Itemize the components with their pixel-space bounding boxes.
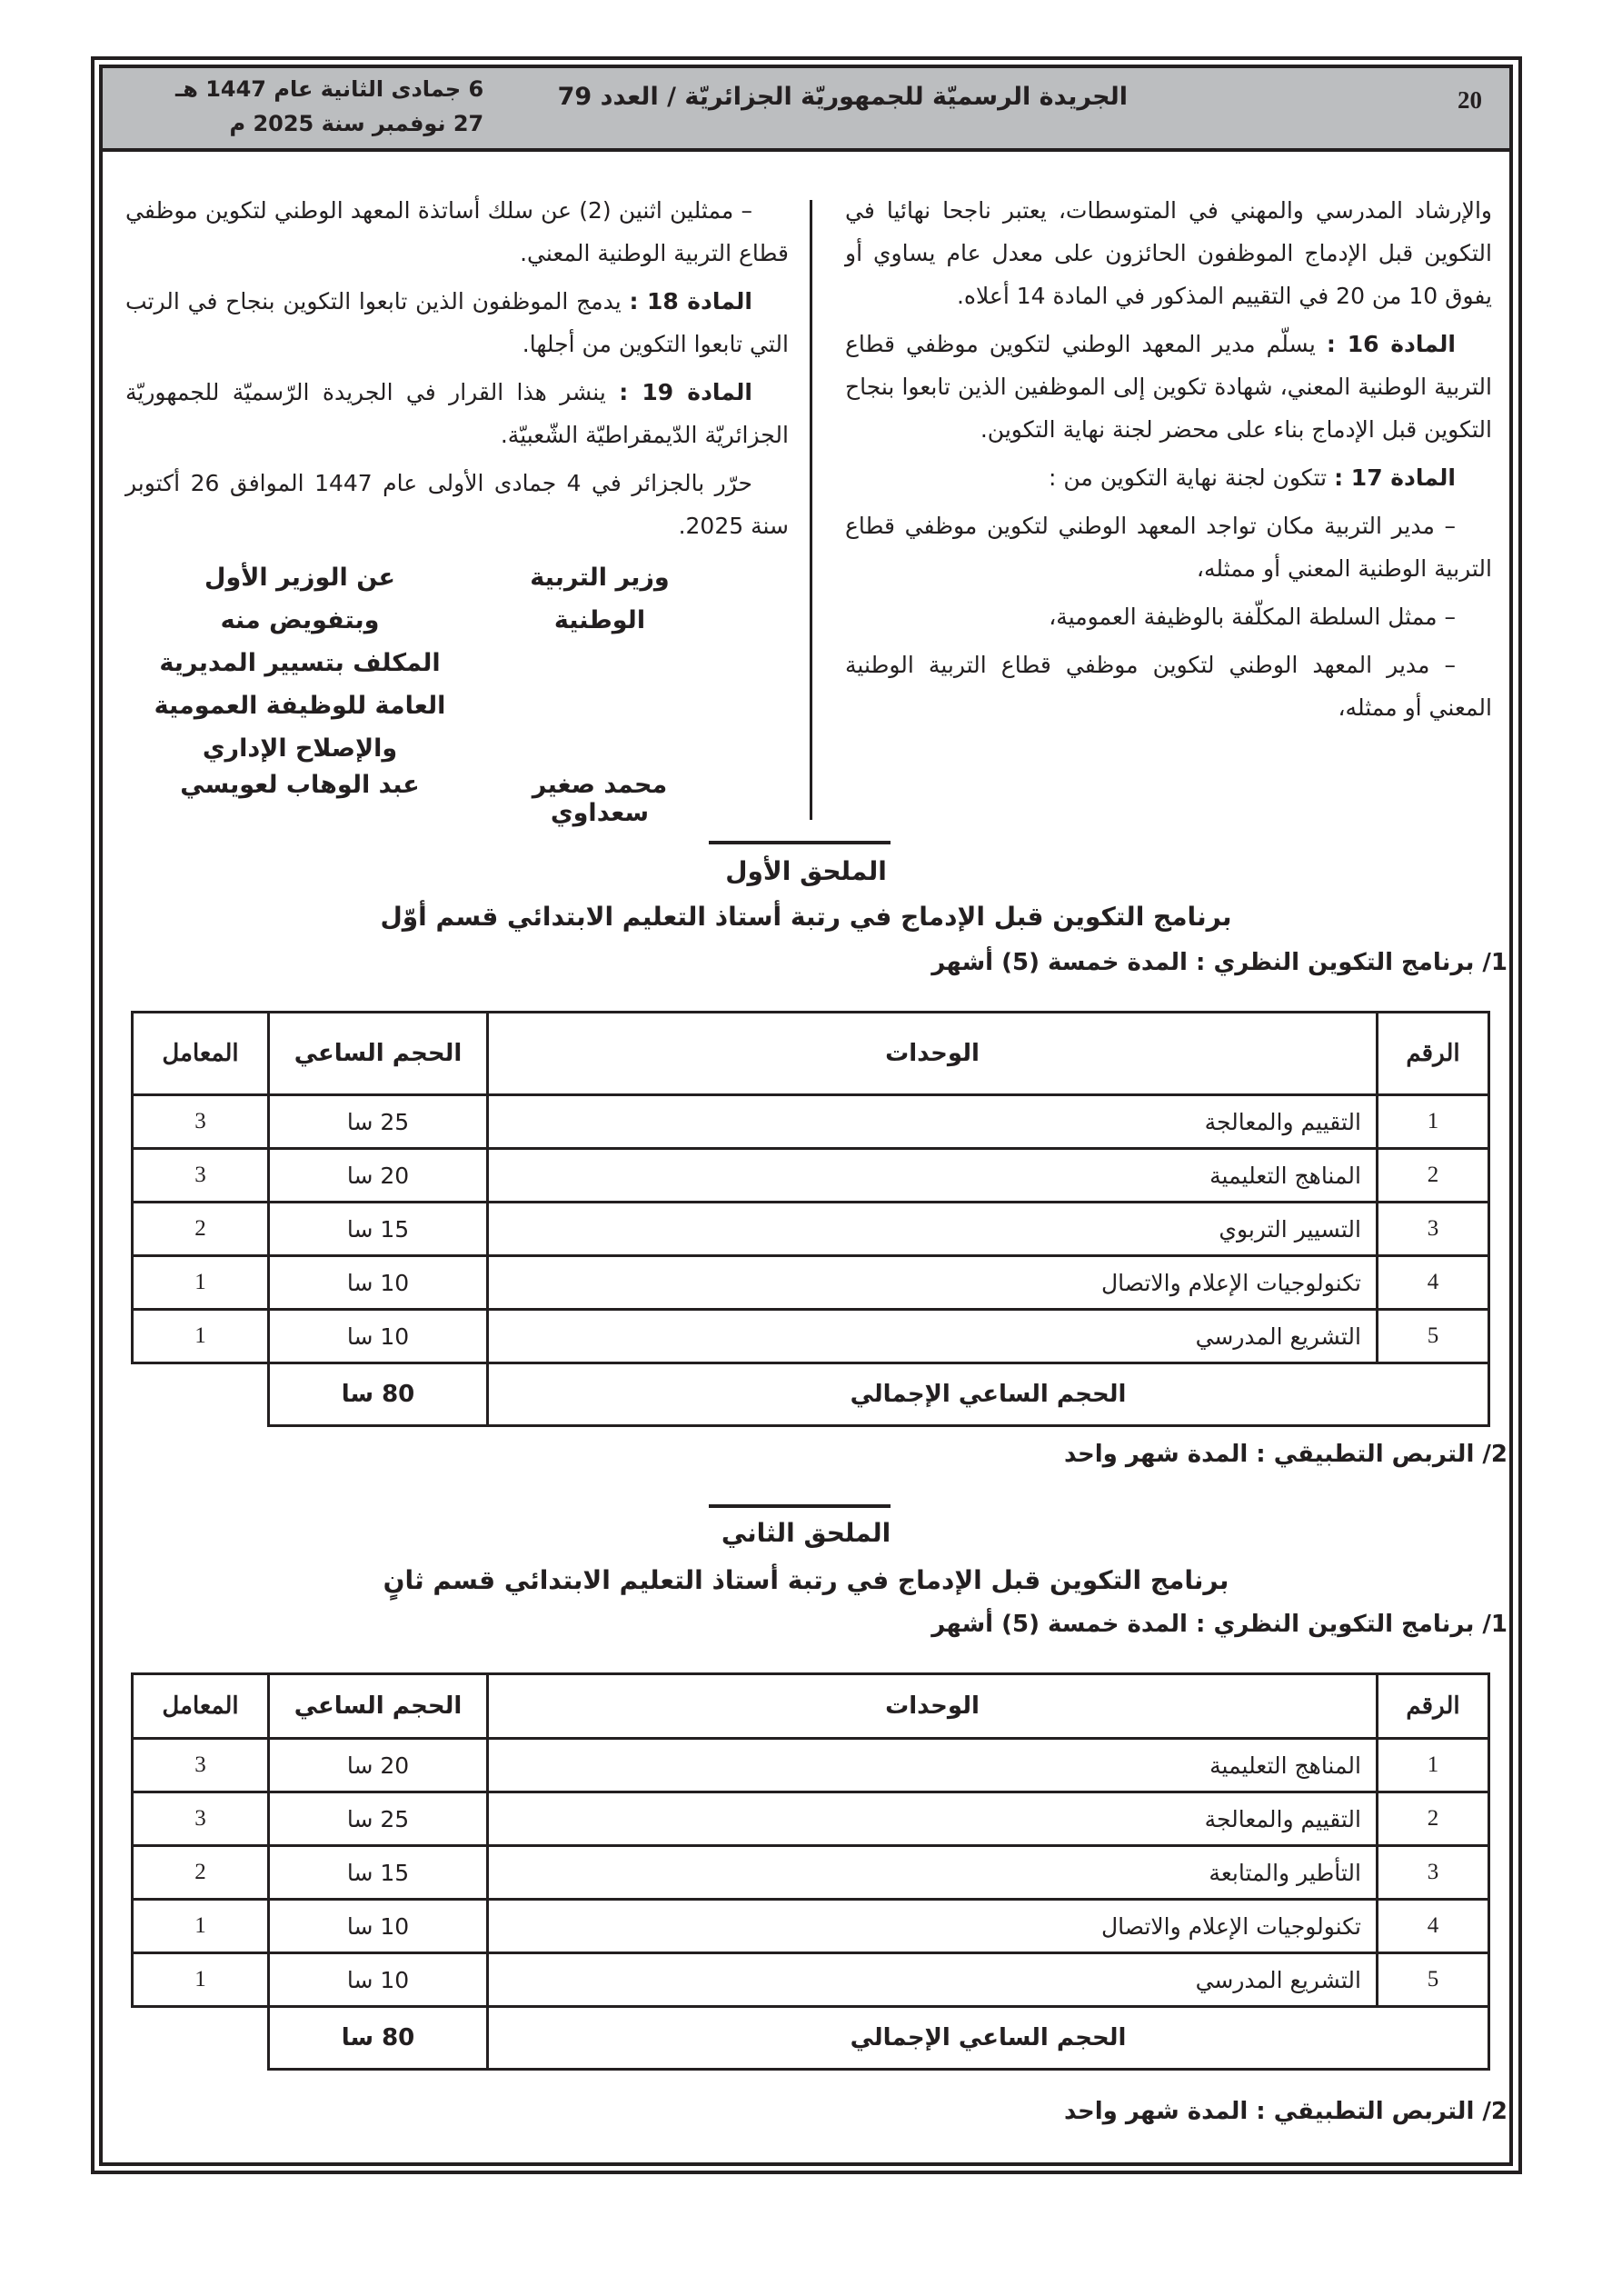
table-row — [133, 1846, 1489, 1900]
cell-num: 3 — [1378, 1203, 1489, 1256]
empty-cell — [133, 1363, 269, 1426]
cell-coef: 1 — [133, 1310, 269, 1363]
signature-line: الوطنية — [553, 606, 646, 634]
table-row — [133, 1900, 1489, 1953]
table-row — [133, 1792, 1489, 1846]
col-header-module: الوحدات — [488, 1013, 1378, 1095]
total-label: الحجم الساعي الإجمالي — [488, 2007, 1489, 2070]
table-header-row — [133, 1013, 1489, 1095]
table-row — [133, 1310, 1489, 1363]
cell-module: التقييم والمعالجة — [488, 1792, 1378, 1846]
cell-hours: 25 سا — [269, 1095, 488, 1149]
cell-hours: 10 سا — [269, 1900, 488, 1953]
pm-delegate-name: عبد الوهاب لعويسي — [180, 771, 420, 799]
cell-module: المناهج التعليمية — [488, 1739, 1378, 1792]
section-rule — [709, 841, 891, 844]
article-label: المادة 18 : — [629, 288, 752, 314]
article-text: يسلّم مدير المعهد الوطني لتكوين موظفي قطاع التربية الوطنية المعني، شهادة تكوين إلى الموظفين الذين تابعوا بنجاح التكوين قبل الإدماج بناء على محضر لجنة نهاية التكوين. — [845, 331, 1492, 443]
col-header-hours: الحجم الساعي — [269, 1674, 488, 1739]
cell-coef: 1 — [133, 1900, 269, 1953]
cell-hours: 10 سا — [269, 1310, 488, 1363]
article-label: المادة 16 : — [1326, 331, 1456, 357]
list-item: – ممثل السلطة المكلّفة بالوظيفة العمومية، — [1049, 604, 1456, 630]
list-item: – ممثلين اثنين (2) عن سلك أساتذة المعهد الوطني لتكوين موظفي قطاع التربية الوطنية المعني. — [125, 197, 789, 266]
table-total-row — [133, 2007, 1489, 2070]
gazette-header — [103, 68, 1509, 152]
cell-hours: 15 سا — [269, 1846, 488, 1900]
article-text: يدمج الموظفون الذين تابعوا التكوين بنجاح في الرتب التي تابعوا التكوين من أجلها. — [125, 288, 789, 357]
column-divider — [810, 200, 812, 820]
table-row — [133, 1095, 1489, 1149]
annex-2-subtitle: برنامج التكوين قبل الإدماج في رتبة أستاذ التعليم الابتدائي قسم ثانٍ — [383, 1565, 1229, 1595]
cell-num: 1 — [1378, 1095, 1489, 1149]
cell-hours: 20 سا — [269, 1149, 488, 1203]
cell-coef: 3 — [133, 1739, 269, 1792]
cell-hours: 10 سا — [269, 1256, 488, 1310]
article-18 — [125, 280, 789, 365]
annex-1-table — [131, 1011, 1490, 1427]
date-hijri: 6 جمادى الثانية عام 1447 هـ — [175, 76, 484, 102]
cell-coef: 3 — [133, 1149, 269, 1203]
cell-num: 4 — [1378, 1900, 1489, 1953]
table-row — [133, 1953, 1489, 2007]
col-header-hours: الحجم الساعي — [269, 1013, 488, 1095]
section-rule — [709, 1504, 891, 1508]
signature-line: والإصلاح الإداري — [202, 734, 398, 763]
cell-module: التشريع المدرسي — [488, 1953, 1378, 2007]
total-hours: 80 سا — [269, 1363, 488, 1426]
article-label: المادة 19 : — [619, 379, 753, 405]
cell-hours: 10 سا — [269, 1953, 488, 2007]
cell-coef: 1 — [133, 1256, 269, 1310]
cell-num: 1 — [1378, 1739, 1489, 1792]
annex-1-title: الملحق الأول — [725, 856, 887, 886]
col-header-num: الرقم — [1378, 1013, 1489, 1095]
table-row — [133, 1739, 1489, 1792]
cell-module: التأطير والمتابعة — [488, 1846, 1378, 1900]
cell-num: 5 — [1378, 1310, 1489, 1363]
annex-1-theory-heading: 1/ برنامج التكوين النظري : المدة خمسة (5) أشهر — [931, 949, 1508, 976]
page-number: 20 — [1458, 86, 1482, 114]
cell-coef: 2 — [133, 1846, 269, 1900]
cell-num: 3 — [1378, 1846, 1489, 1900]
gazette-title: الجريدة الرسميّة للجمهوريّة الجزائريّة / العدد 79 — [557, 83, 1128, 111]
cell-hours: 15 سا — [269, 1203, 488, 1256]
annex-1-subtitle: برنامج التكوين قبل الإدماج في رتبة أستاذ التعليم الابتدائي قسم أوّل — [380, 902, 1232, 932]
article-text: ينشر هذا القرار في الجريدة الرّسميّة للجمهوريّة الجزائريّة الدّيمقراطيّة الشّعبيّة. — [125, 379, 789, 448]
cell-module: المناهج التعليمية — [488, 1149, 1378, 1203]
signature-pm-title — [127, 556, 473, 770]
minister-name: محمد صغير سعداوي — [532, 771, 668, 827]
total-label: الحجم الساعي الإجمالي — [488, 1363, 1489, 1426]
article-16 — [845, 323, 1492, 451]
table-total-row — [133, 1363, 1489, 1426]
cell-hours: 20 سا — [269, 1739, 488, 1792]
cell-coef: 3 — [133, 1095, 269, 1149]
article-19 — [125, 371, 789, 456]
cell-num: 2 — [1378, 1792, 1489, 1846]
signature-line: وبتفويض منه — [220, 606, 380, 634]
col-header-coef: المعامل — [133, 1674, 269, 1739]
signature-line: وزير التربية — [530, 564, 670, 592]
paragraph: والإرشاد المدرسي والمهني في المتوسطات، يعتبر ناجحا نهائيا في التكوين قبل الإدماج الموظفون الحائزون على معدل عام يساوي أو يفوق 10 من 20 في التقييم المذكور في المادة 14 أعلاه. — [845, 197, 1492, 309]
annex-2-title: الملحق الثاني — [721, 1518, 891, 1548]
cell-num: 5 — [1378, 1953, 1489, 2007]
cell-module: التسيير التربوي — [488, 1203, 1378, 1256]
cell-coef: 3 — [133, 1792, 269, 1846]
issue-date — [175, 72, 483, 141]
article-17 — [845, 456, 1492, 499]
table-row — [133, 1256, 1489, 1310]
list-item: – مدير المعهد الوطني لتكوين موظفي قطاع التربية الوطنية المعني أو ممثله، — [845, 652, 1492, 721]
cell-num: 2 — [1378, 1149, 1489, 1203]
article-label: المادة 17 : — [1334, 464, 1456, 491]
annex-2-table — [131, 1672, 1490, 2071]
col-header-module: الوحدات — [488, 1674, 1378, 1739]
text-column-right — [845, 189, 1492, 734]
col-header-coef: المعامل — [133, 1013, 269, 1095]
text-column-left — [125, 189, 789, 553]
table-row — [133, 1203, 1489, 1256]
signature-line: عن الوزير الأول — [204, 564, 395, 592]
annex-2-practice-heading: 2/ التربص التطبيقي : المدة شهر واحد — [1063, 2098, 1508, 2125]
list-item: – مدير التربية مكان تواجد المعهد الوطني لتكوين موظفي قطاع التربية الوطنية المعني أو ممثله، — [845, 513, 1492, 582]
cell-module: تكنولوجيات الإعلام والاتصال — [488, 1900, 1378, 1953]
annex-1-practice-heading: 2/ التربص التطبيقي : المدة شهر واحد — [1063, 1441, 1508, 1468]
cell-num: 4 — [1378, 1256, 1489, 1310]
empty-cell — [133, 2007, 269, 2070]
cell-coef: 2 — [133, 1203, 269, 1256]
article-text: تتكون لجنة نهاية التكوين من : — [1049, 464, 1328, 491]
table-header-row — [133, 1674, 1489, 1739]
cell-module: تكنولوجيات الإعلام والاتصال — [488, 1256, 1378, 1310]
total-hours: 80 سا — [269, 2007, 488, 2070]
annex-2-theory-heading: 1/ برنامج التكوين النظري : المدة خمسة (5) أشهر — [931, 1611, 1508, 1638]
signature-minister-title — [482, 556, 718, 642]
cell-coef: 1 — [133, 1953, 269, 2007]
signature-line: المكلف بتسيير المديرية — [159, 649, 441, 677]
cell-hours: 25 سا — [269, 1792, 488, 1846]
done-at: حرّر بالجزائر في 4 جمادى الأولى عام 1447 الموافق 26 أكتوبر سنة 2025. — [125, 470, 789, 539]
table-row — [133, 1149, 1489, 1203]
date-gregorian: 27 نوفمبر سنة 2025 م — [229, 111, 484, 136]
col-header-num: الرقم — [1378, 1674, 1489, 1739]
signature-line: العامة للوظيفة العمومية — [154, 692, 446, 720]
cell-module: التشريع المدرسي — [488, 1310, 1378, 1363]
cell-module: التقييم والمعالجة — [488, 1095, 1378, 1149]
